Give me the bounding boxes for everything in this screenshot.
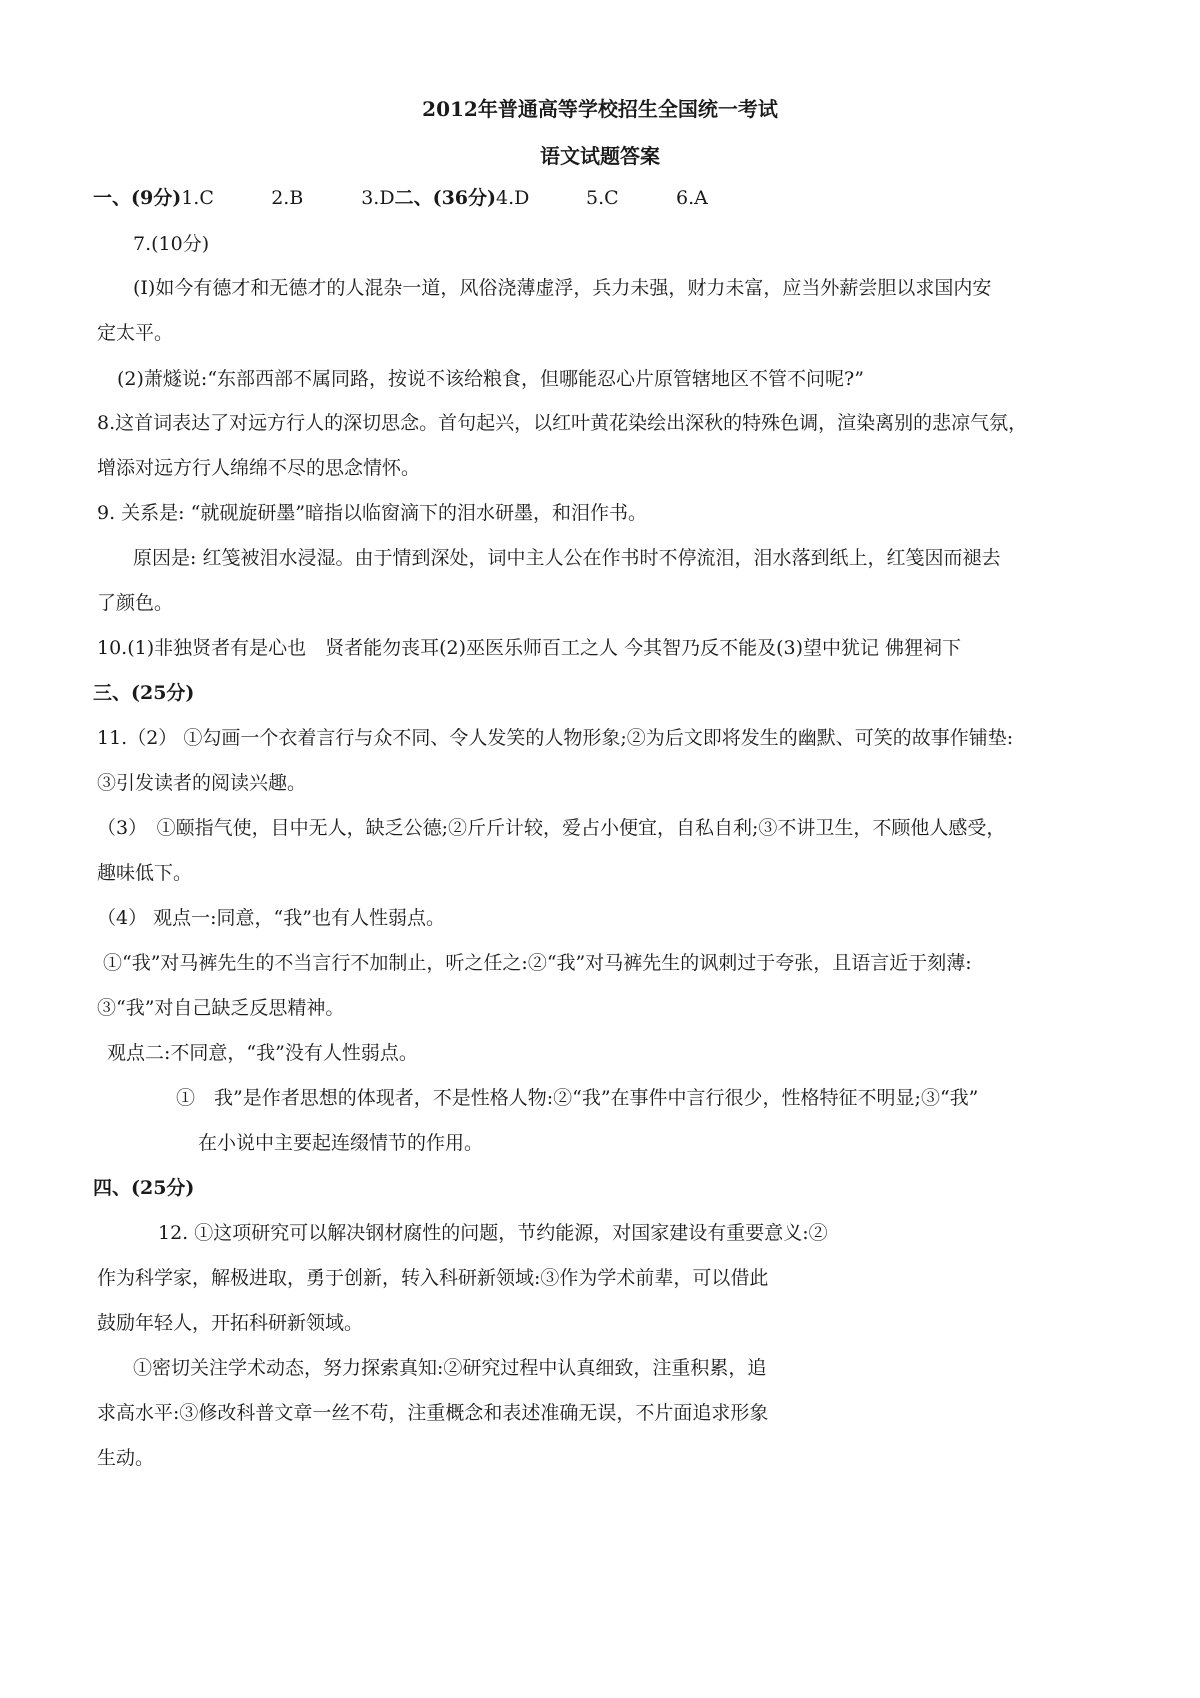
q7-heading: 7.(10分) (133, 233, 210, 255)
section-4-heading: 四、(25分) (93, 1177, 195, 1199)
section-2-heading: 二、(36分) (394, 187, 496, 209)
q11-line6: ①“我”对马裤先生的不当言行不加制止，听之任之:②“我”对马裤先生的讽刺过于夸张，且语言近于刻薄: (103, 952, 972, 974)
q11-line5: （4） 观点一:同意，“我”也有人性弱点。 (97, 907, 445, 929)
q9-line3: 了颜色。 (97, 592, 174, 614)
section-1-heading: 一、(9分) (93, 187, 182, 209)
page-subtitle: 语文试题答案 (540, 144, 660, 168)
q7-part1-line2: 定太平。 (97, 322, 174, 344)
section-3-heading: 三、(25分) (93, 682, 195, 704)
q11-line8: 观点二:不同意，“我”没有人性弱点。 (107, 1042, 418, 1064)
q11-line3: （3） ①颐指气使，目中无人，缺乏公德;②斤斤计较，爱占小便宜，自私自利;③不讲卫生，不顾他人感受， (97, 817, 1006, 839)
answer-1: 1.C (181, 187, 214, 209)
q8-line2: 增添对远方行人绵绵不尽的思念情怀。 (97, 457, 421, 479)
q11-line2: ③引发读者的阅读兴趣。 (97, 772, 307, 794)
q10: 10.(1)非独贤者有是心也 贤者能勿丧耳(2)巫医乐师百工之人 今其智乃反不能及(3)望中犹记 佛狸祠下 (97, 637, 962, 659)
q12-line3: 鼓励年轻人，开拓科研新领域。 (97, 1312, 364, 1334)
answer-5: 5.C (586, 187, 619, 209)
q7-part2: (2)萧燧说:“东部西部不属同路，按说不该给粮食，但哪能忍心片原管辖地区不管不问呢?” (117, 368, 864, 390)
q12-line6: 生动。 (97, 1447, 155, 1469)
q11-line9: ① 我”是作者思想的体现者，不是性格人物:②“我”在事件中言行很少，性格特征不明显;③“我” (176, 1087, 979, 1109)
q12-line4: ①密切关注学术动态，努力探索真知:②研究过程中认真细致，注重积累，追 (133, 1357, 767, 1379)
section-1-2-answers (93, 186, 708, 210)
q12-line5: 求高水平:③修改科普文章一丝不苟，注重概念和表述准确无误，不片面追求形象 (97, 1402, 769, 1424)
answer-6: 6.A (676, 187, 708, 209)
answer-2: 2.B (271, 187, 304, 209)
q11-line10: 在小说中主要起连缀情节的作用。 (198, 1132, 484, 1154)
q8-line1: 8.这首词表达了对远方行人的深切思念。首句起兴，以红叶黄花染绘出深秋的特殊色调，渲染离别的悲凉气氛， (97, 412, 1028, 434)
q11-line4: 趣味低下。 (97, 862, 193, 884)
q9-line2: 原因是: 红笺被泪水浸湿。由于情到深处，词中主人公在作书时不停流泪，泪水落到纸上，红笺因而褪去 (133, 547, 1001, 569)
q11-line7: ③“我”对自己缺乏反思精神。 (97, 997, 345, 1019)
q11-line1: 11.（2） ①勾画一个衣着言行与众不同、令人发笑的人物形象;②为后文即将发生的幽默、可笑的故事作铺垫: (97, 727, 1014, 749)
q9-line1: 9. 关系是: “就砚旋研墨”暗指以临窗滴下的泪水研墨，和泪作书。 (97, 502, 648, 524)
answer-4: 4.D (496, 187, 530, 209)
q12-line1: 12. ①这项研究可以解决钢材腐性的问题，节约能源，对国家建设有重要意义:② (158, 1222, 828, 1244)
page-title: 2012年普通高等学校招生全国统一考试 (422, 97, 778, 121)
q7-part1-line1: (I)如今有德才和无德才的人混杂一道，风俗浇薄虚浮，兵力未强，财力未富，应当外薪尝胆以求国内安 (133, 277, 992, 299)
answer-3: 3.D (361, 187, 395, 209)
q12-line2: 作为科学家，解极进取，勇于创新，转入科研新领域:③作为学术前辈，可以借此 (97, 1267, 769, 1289)
